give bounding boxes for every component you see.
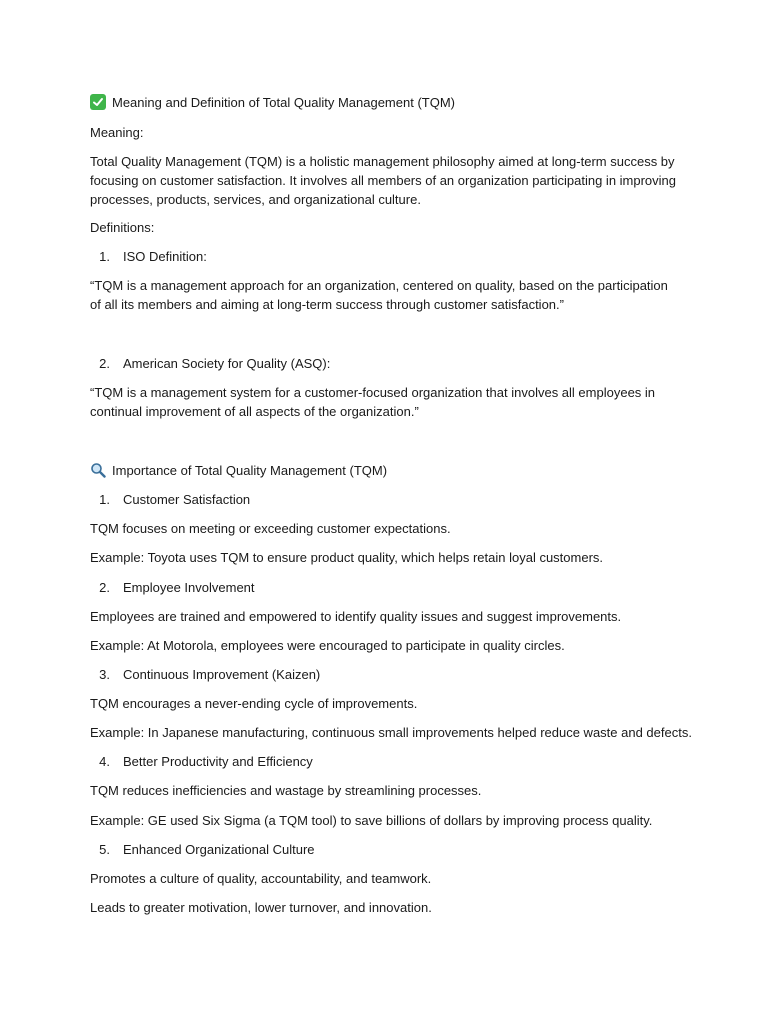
list-item (68, 840, 315, 859)
list-item (68, 247, 207, 266)
list-item-title: Enhanced Organizational Culture (123, 842, 315, 857)
item-example: Example: GE used Six Sigma (a TQM tool) to save billions of dollars by improving process quality. (90, 813, 653, 828)
item-example: Example: In Japanese manufacturing, continuous small improvements helped reduce waste and defects. (90, 725, 692, 740)
list-item (68, 752, 313, 771)
item-example: Example: Toyota uses TQM to ensure product quality, which helps retain loyal customers. (90, 550, 604, 565)
magnifying-glass-icon (90, 462, 106, 478)
item-example: Leads to greater motivation, lower turnover, and innovation. (90, 900, 432, 915)
heading-text: Importance of Total Quality Management (TQM) (112, 463, 388, 478)
list-number: 1. (99, 249, 110, 264)
item-example: Example: At Motorola, employees were encouraged to participate in quality circles. (90, 638, 565, 653)
item-description: TQM reduces inefficiencies and wastage by streamlining processes. (90, 783, 482, 798)
list-number: 2. (99, 580, 110, 595)
definitions-label: Definitions: (90, 220, 155, 235)
item-description: Promotes a culture of quality, accountability, and teamwork. (90, 871, 432, 886)
list-item (68, 578, 255, 597)
item-description: TQM focuses on meeting or exceeding customer expectations. (90, 521, 451, 536)
definition-quote: “TQM is a management system for a customer-focused organization that involves all employees in continual improvement of all aspects of the organization.” (90, 385, 656, 419)
section-heading-meaning (90, 93, 455, 112)
list-item (68, 665, 320, 684)
list-item (68, 354, 330, 373)
list-item-title: Customer Satisfaction (123, 492, 251, 507)
meaning-label: Meaning: (90, 125, 144, 140)
definition-quote: “TQM is a management approach for an organization, centered on quality, based on the participation of all its members and aiming at long-term success through customer satisfaction.” (90, 278, 668, 312)
list-item-title: Better Productivity and Efficiency (123, 754, 313, 769)
section-heading-importance (90, 461, 387, 480)
heading-text: Meaning and Definition of Total Quality Management (TQM) (112, 95, 455, 110)
list-item-title: Continuous Improvement (Kaizen) (123, 667, 321, 682)
list-number: 2. (99, 356, 110, 371)
item-description: Employees are trained and empowered to identify quality issues and suggest improvements. (90, 609, 622, 624)
list-number: 5. (99, 842, 110, 857)
list-item (68, 490, 250, 509)
list-number: 4. (99, 754, 110, 769)
list-number: 1. (99, 492, 110, 507)
check-mark-icon (90, 94, 106, 110)
list-item-title: American Society for Quality (ASQ): (123, 356, 331, 371)
list-number: 3. (99, 667, 110, 682)
list-item-title: Employee Involvement (123, 580, 255, 595)
list-item-title: ISO Definition: (123, 249, 207, 264)
item-description: TQM encourages a never-ending cycle of improvements. (90, 696, 418, 711)
meaning-paragraph: Total Quality Management (TQM) is a holistic management philosophy aimed at long-term success by focusing on customer satisfaction. It involves all members of an organization participating in improving processes, products, services, and organizational culture. (90, 154, 677, 207)
